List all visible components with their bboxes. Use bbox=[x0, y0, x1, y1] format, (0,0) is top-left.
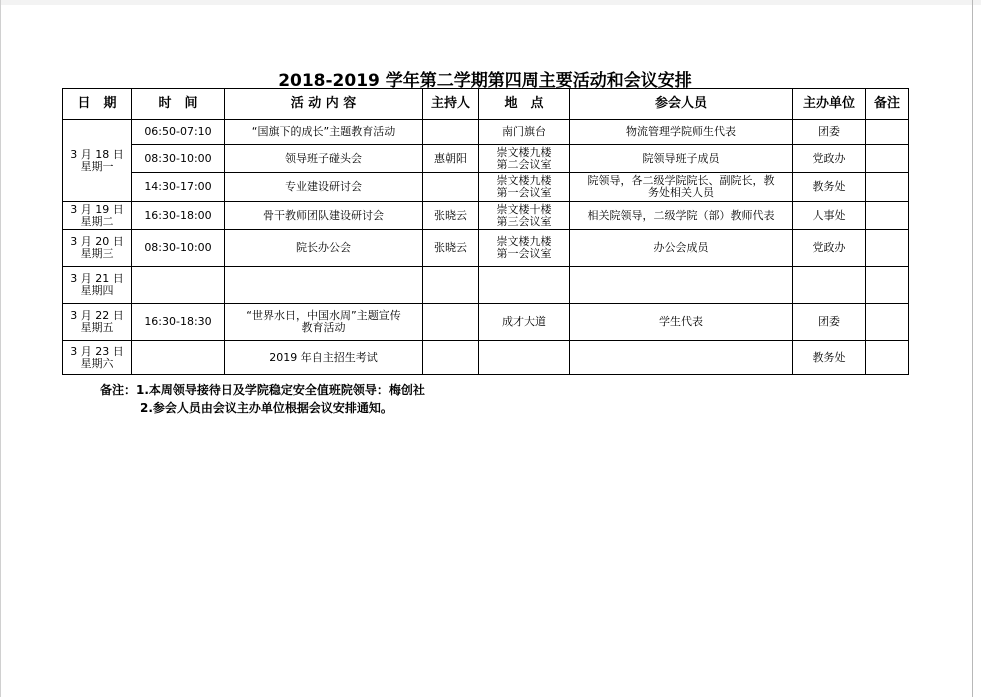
remarks-cell bbox=[866, 230, 909, 267]
weekday-label: 星期三 bbox=[80, 247, 114, 260]
table-row bbox=[63, 341, 909, 375]
attendees-cell: 相关院领导，二级学院（部）教师代表 bbox=[570, 202, 793, 230]
content-cell: 领导班子碰头会 bbox=[225, 145, 423, 173]
notes-block bbox=[100, 381, 425, 417]
remarks-cell bbox=[866, 341, 909, 375]
host-cell: 张晓云 bbox=[423, 230, 479, 267]
location-line: 崇文楼九楼 bbox=[496, 235, 552, 248]
date-label: 3 月 22 日 bbox=[70, 309, 124, 322]
table-row bbox=[63, 267, 909, 304]
attendees-cell bbox=[570, 267, 793, 304]
date-cell bbox=[63, 120, 132, 202]
header-time: 时 间 bbox=[132, 89, 225, 120]
location-line: 崇文楼九楼 bbox=[496, 145, 552, 159]
header-date: 日 期 bbox=[63, 89, 132, 120]
date-cell bbox=[63, 230, 132, 267]
header-attendees: 参会人员 bbox=[570, 89, 793, 120]
note-line-1: 备注：1.本周领导接待日及学院稳定安全值班院领导：梅创社 bbox=[100, 383, 425, 397]
header-host: 主持人 bbox=[423, 89, 479, 120]
attendees-cell: 办公会成员 bbox=[570, 230, 793, 267]
content-line: “世界水日，中国水周”主题宣传 bbox=[246, 309, 401, 322]
date-label: 3 月 20 日 bbox=[70, 235, 124, 248]
weekday-label: 星期二 bbox=[80, 214, 114, 228]
location-line: 第二会议室 bbox=[496, 157, 552, 171]
attendees-cell bbox=[570, 173, 793, 202]
host-cell bbox=[423, 267, 479, 304]
organizer-cell bbox=[793, 267, 866, 304]
content-cell bbox=[225, 304, 423, 341]
organizer-cell: 团委 bbox=[793, 120, 866, 145]
organizer-cell: 教务处 bbox=[793, 341, 866, 375]
date-cell bbox=[63, 267, 132, 304]
location-cell bbox=[479, 230, 570, 267]
host-cell bbox=[423, 341, 479, 375]
time-cell bbox=[132, 341, 225, 375]
location-line: 第一会议室 bbox=[496, 247, 552, 260]
table-row bbox=[63, 145, 909, 173]
content-cell: 骨干教师团队建设研讨会 bbox=[225, 202, 423, 230]
date-cell bbox=[63, 202, 132, 230]
attendees-cell: 学生代表 bbox=[570, 304, 793, 341]
host-cell bbox=[423, 120, 479, 145]
time-cell bbox=[132, 267, 225, 304]
content-cell: “国旗下的成长”主题教育活动 bbox=[225, 120, 423, 145]
table-row bbox=[63, 202, 909, 230]
attendees-line: 务处相关人员 bbox=[648, 186, 714, 199]
header-remarks: 备注 bbox=[866, 89, 909, 120]
weekday-label: 星期五 bbox=[80, 321, 114, 334]
location-line: 崇文楼十楼 bbox=[496, 202, 552, 216]
date-label: 3 月 19 日 bbox=[70, 202, 124, 216]
location-line: 第三会议室 bbox=[496, 214, 552, 228]
table-row bbox=[63, 230, 909, 267]
host-cell: 惠朝阳 bbox=[423, 145, 479, 173]
organizer-cell: 团委 bbox=[793, 304, 866, 341]
content-cell: 专业建设研讨会 bbox=[225, 173, 423, 202]
table-row bbox=[63, 304, 909, 341]
weekday-label: 星期四 bbox=[80, 284, 114, 297]
host-cell: 张晓云 bbox=[423, 202, 479, 230]
table-row bbox=[63, 120, 909, 145]
location-line: 第一会议室 bbox=[496, 186, 552, 199]
remarks-cell bbox=[866, 145, 909, 173]
content-cell bbox=[225, 267, 423, 304]
remarks-cell bbox=[866, 304, 909, 341]
content-line: 教育活动 bbox=[301, 321, 346, 334]
schedule-table bbox=[62, 88, 909, 375]
date-label: 3 月 23 日 bbox=[70, 344, 124, 358]
remarks-cell bbox=[866, 267, 909, 304]
weekday-label: 星期一 bbox=[80, 159, 114, 173]
date-label: 3 月 21 日 bbox=[70, 272, 124, 285]
header-organizer: 主办单位 bbox=[793, 89, 866, 120]
organizer-cell: 人事处 bbox=[793, 202, 866, 230]
document-title: 2018-2019 学年第二学期第四周主要活动和会议安排 bbox=[278, 71, 692, 91]
attendees-cell: 院领导班子成员 bbox=[570, 145, 793, 173]
location-line: 崇文楼九楼 bbox=[496, 174, 552, 187]
location-cell: 南门旗台 bbox=[479, 120, 570, 145]
attendees-line: 院领导，各二级学院院长、副院长，教 bbox=[587, 174, 775, 187]
note-line-2: 2.参会人员由会议主办单位根据会议安排通知。 bbox=[140, 401, 393, 415]
organizer-cell: 党政办 bbox=[793, 145, 866, 173]
header-row bbox=[63, 89, 909, 120]
weekday-label: 星期六 bbox=[80, 356, 114, 370]
location-cell: 成才大道 bbox=[479, 304, 570, 341]
date-cell bbox=[63, 304, 132, 341]
time-cell: 14:30-17:00 bbox=[132, 173, 225, 202]
location-cell bbox=[479, 145, 570, 173]
remarks-cell bbox=[866, 120, 909, 145]
remarks-cell bbox=[866, 173, 909, 202]
date-label: 3 月 18 日 bbox=[70, 147, 124, 161]
organizer-cell: 教务处 bbox=[793, 173, 866, 202]
time-cell: 08:30-10:00 bbox=[132, 230, 225, 267]
host-cell bbox=[423, 173, 479, 202]
page-edge-right bbox=[972, 0, 973, 697]
organizer-cell: 党政办 bbox=[793, 230, 866, 267]
table-row bbox=[63, 173, 909, 202]
time-cell: 16:30-18:30 bbox=[132, 304, 225, 341]
location-cell bbox=[479, 267, 570, 304]
host-cell bbox=[423, 304, 479, 341]
header-content: 活 动 内 容 bbox=[225, 89, 423, 120]
page-edge-left bbox=[0, 0, 1, 697]
content-cell: 院长办公会 bbox=[225, 230, 423, 267]
attendees-cell: 物流管理学院师生代表 bbox=[570, 120, 793, 145]
header-location: 地 点 bbox=[479, 89, 570, 120]
content-cell: 2019 年自主招生考试 bbox=[225, 341, 423, 375]
location-cell bbox=[479, 341, 570, 375]
time-cell: 06:50-07:10 bbox=[132, 120, 225, 145]
remarks-cell bbox=[866, 202, 909, 230]
location-cell bbox=[479, 173, 570, 202]
time-cell: 16:30-18:00 bbox=[132, 202, 225, 230]
time-cell: 08:30-10:00 bbox=[132, 145, 225, 173]
date-cell bbox=[63, 341, 132, 375]
attendees-cell bbox=[570, 341, 793, 375]
location-cell bbox=[479, 202, 570, 230]
window-top-gap bbox=[0, 0, 981, 5]
